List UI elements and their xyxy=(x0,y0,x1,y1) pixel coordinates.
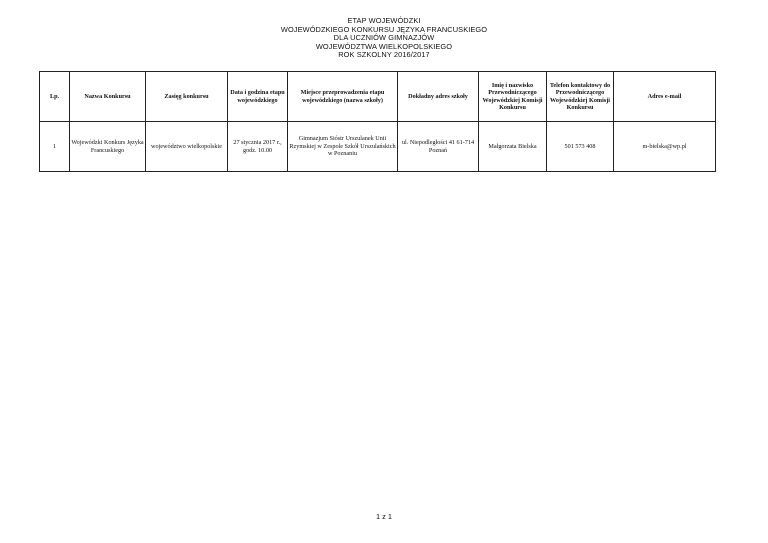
header-date: Data i godzina etapu wojewódzkiego xyxy=(228,72,288,122)
cell-venue: Gimnazjum Sióstr Urszulanek Unii Rzymskiej w Zespole Szkół Urszulańskich w Poznaniu xyxy=(288,122,398,172)
cell-scope: województwo wielkopolskie xyxy=(146,122,228,172)
heading-audience: DLA UCZNIÓW GIMNAZJÓW xyxy=(333,33,435,43)
cell-date: 27 stycznia 2017 r., godz. 10.00 xyxy=(228,122,288,172)
header-chair: Imię i nazwisko Przewodniczącego Wojewódzkiej Komisji Konkursu xyxy=(479,72,547,122)
cell-phone: 501 573 408 xyxy=(547,122,614,172)
cell-lp: 1 xyxy=(40,122,70,172)
header-phone: Telefon kontaktowy do Przewodniczącego Wojewódzkiej Komisji Konkursu xyxy=(547,72,614,122)
header-email: Adres e-mail xyxy=(614,72,716,122)
page-number: 1 z 1 xyxy=(375,512,393,521)
header-venue: Miejsce przeprowadzenia etapu wojewódzkiego (nazwa szkoły) xyxy=(288,72,398,122)
heading-stage: ETAP WOJEWÓDZKI xyxy=(347,16,421,25)
header-lp: Lp. xyxy=(40,72,70,122)
table-header-row xyxy=(40,72,716,122)
document-heading xyxy=(0,17,768,60)
heading-school-year: ROK SZKOLNY 2016/2017 xyxy=(338,50,430,60)
table-row xyxy=(40,122,716,172)
cell-chair: Małgorzata Bielska xyxy=(479,122,547,172)
header-contest-name: Nazwa Konkursu xyxy=(70,72,146,122)
cell-address: ul. Niepodległości 41 61-714 Poznań xyxy=(398,122,479,172)
header-scope: Zasięg konkursu xyxy=(146,72,228,122)
contest-table xyxy=(39,71,716,172)
header-address: Dokładny adres szkoły xyxy=(398,72,479,122)
cell-email[interactable]: m-bielska@wp.pl xyxy=(614,122,716,172)
heading-region: WOJEWÓDZTWA WIELKOPOLSKIEGO xyxy=(315,41,453,51)
cell-contest-name: Wojewódzki Konkurs Języka Francuskiego xyxy=(70,122,146,172)
heading-contest: WOJEWÓDZKIEGO KONKURSU JĘZYKA FRANCUSKIEGO xyxy=(280,24,488,34)
